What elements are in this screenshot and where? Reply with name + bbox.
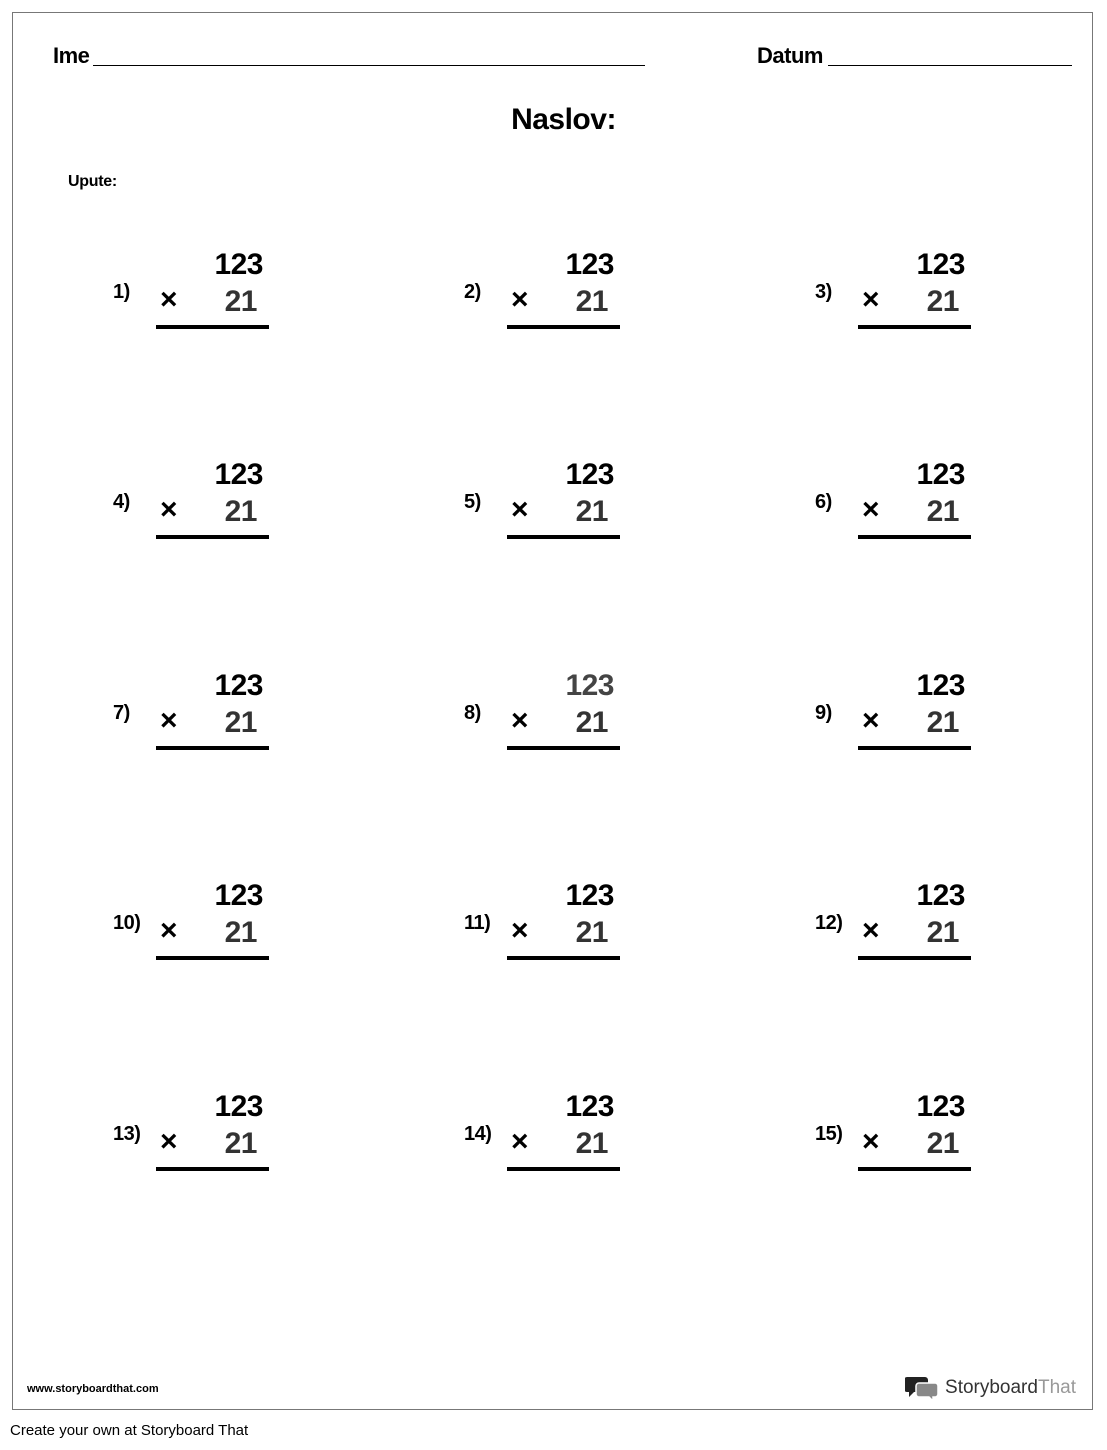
multiply-sign-icon: × <box>160 493 178 526</box>
problem-number: 13) <box>113 1123 141 1145</box>
date-line <box>828 65 1072 66</box>
multiplier: 21 <box>224 1127 257 1160</box>
problem-12 <box>815 879 1015 994</box>
multiplier: 21 <box>224 495 257 528</box>
instructions-label: Upute: <box>68 173 117 190</box>
problem-number: 11) <box>464 912 491 934</box>
problem-number: 6) <box>815 491 832 513</box>
problem-number: 4) <box>113 491 130 513</box>
multiply-sign-icon: × <box>511 493 529 526</box>
multiply-sign-icon: × <box>862 704 880 737</box>
problem-8 <box>464 669 664 784</box>
answer-line <box>507 325 620 329</box>
multiplier: 21 <box>926 285 959 318</box>
answer-line <box>156 746 269 750</box>
multiplicand: 123 <box>916 248 965 281</box>
multiply-sign-icon: × <box>511 914 529 947</box>
problem-number: 10) <box>113 912 141 934</box>
multiplicand: 123 <box>916 669 965 702</box>
multiplier: 21 <box>926 706 959 739</box>
multiply-sign-icon: × <box>511 1125 529 1158</box>
multiply-sign-icon: × <box>862 283 880 316</box>
multiplicand: 123 <box>916 458 965 491</box>
problem-number: 2) <box>464 281 481 303</box>
multiplicand: 123 <box>565 1090 614 1123</box>
problem-number: 5) <box>464 491 481 513</box>
problem-7 <box>113 669 313 784</box>
answer-line <box>858 1167 971 1171</box>
multiplicand: 123 <box>214 458 263 491</box>
multiply-sign-icon: × <box>160 704 178 737</box>
problem-number: 15) <box>815 1123 843 1145</box>
multiplier: 21 <box>575 495 608 528</box>
multiplier: 21 <box>575 916 608 949</box>
multiply-sign-icon: × <box>160 283 178 316</box>
multiplier: 21 <box>926 1127 959 1160</box>
multiplier: 21 <box>575 706 608 739</box>
brand-name <box>945 1377 1076 1399</box>
multiplier: 21 <box>575 1127 608 1160</box>
worksheet-title: Naslov: <box>511 103 616 136</box>
multiplicand: 123 <box>565 879 614 912</box>
multiply-sign-icon: × <box>511 704 529 737</box>
multiply-sign-icon: × <box>862 914 880 947</box>
problem-number: 8) <box>464 702 481 724</box>
problem-number: 9) <box>815 702 832 724</box>
answer-line <box>858 325 971 329</box>
multiply-sign-icon: × <box>862 493 880 526</box>
answer-line <box>156 956 269 960</box>
name-line <box>93 65 645 66</box>
multiply-sign-icon: × <box>511 283 529 316</box>
problem-14 <box>464 1090 664 1205</box>
answer-line <box>156 1167 269 1171</box>
multiply-sign-icon: × <box>160 1125 178 1158</box>
answer-line <box>858 746 971 750</box>
multiplier: 21 <box>926 916 959 949</box>
answer-line <box>507 956 620 960</box>
multiply-sign-icon: × <box>160 914 178 947</box>
problem-15 <box>815 1090 1015 1205</box>
create-your-own-link[interactable]: Create your own at Storyboard That <box>10 1422 249 1439</box>
multiplier: 21 <box>224 706 257 739</box>
brand-part-storyboard: Storyboard <box>945 1377 1038 1398</box>
speech-bubbles-icon <box>905 1375 939 1401</box>
answer-line <box>156 535 269 539</box>
multiplicand: 123 <box>565 669 614 702</box>
answer-line <box>858 535 971 539</box>
multiplicand: 123 <box>565 248 614 281</box>
problem-9 <box>815 669 1015 784</box>
problem-number: 3) <box>815 281 832 303</box>
multiplier: 21 <box>926 495 959 528</box>
footer-url: www.storyboardthat.com <box>27 1383 159 1395</box>
problem-2 <box>464 248 664 363</box>
brand-part-that: That <box>1037 1377 1076 1398</box>
multiplier: 21 <box>224 916 257 949</box>
answer-line <box>156 325 269 329</box>
problem-number: 12) <box>815 912 843 934</box>
problem-4 <box>113 458 313 573</box>
multiplicand: 123 <box>916 879 965 912</box>
multiplicand: 123 <box>214 1090 263 1123</box>
answer-line <box>507 535 620 539</box>
problem-3 <box>815 248 1015 363</box>
multiplicand: 123 <box>916 1090 965 1123</box>
problem-number: 1) <box>113 281 130 303</box>
answer-line <box>507 1167 620 1171</box>
problem-11 <box>464 879 664 994</box>
multiplicand: 123 <box>214 248 263 281</box>
multiply-sign-icon: × <box>862 1125 880 1158</box>
name-label: Ime <box>53 43 90 68</box>
problem-6 <box>815 458 1015 573</box>
storyboardthat-logo <box>905 1375 1076 1401</box>
answer-line <box>507 746 620 750</box>
problem-5 <box>464 458 664 573</box>
problem-number: 7) <box>113 702 130 724</box>
problem-10 <box>113 879 313 994</box>
problem-1 <box>113 248 313 363</box>
multiplicand: 123 <box>565 458 614 491</box>
problem-13 <box>113 1090 313 1205</box>
multiplier: 21 <box>575 285 608 318</box>
date-label: Datum <box>757 43 823 68</box>
multiplier: 21 <box>224 285 257 318</box>
multiplicand: 123 <box>214 669 263 702</box>
worksheet-page <box>12 12 1093 1410</box>
multiplicand: 123 <box>214 879 263 912</box>
answer-line <box>858 956 971 960</box>
problem-number: 14) <box>464 1123 492 1145</box>
